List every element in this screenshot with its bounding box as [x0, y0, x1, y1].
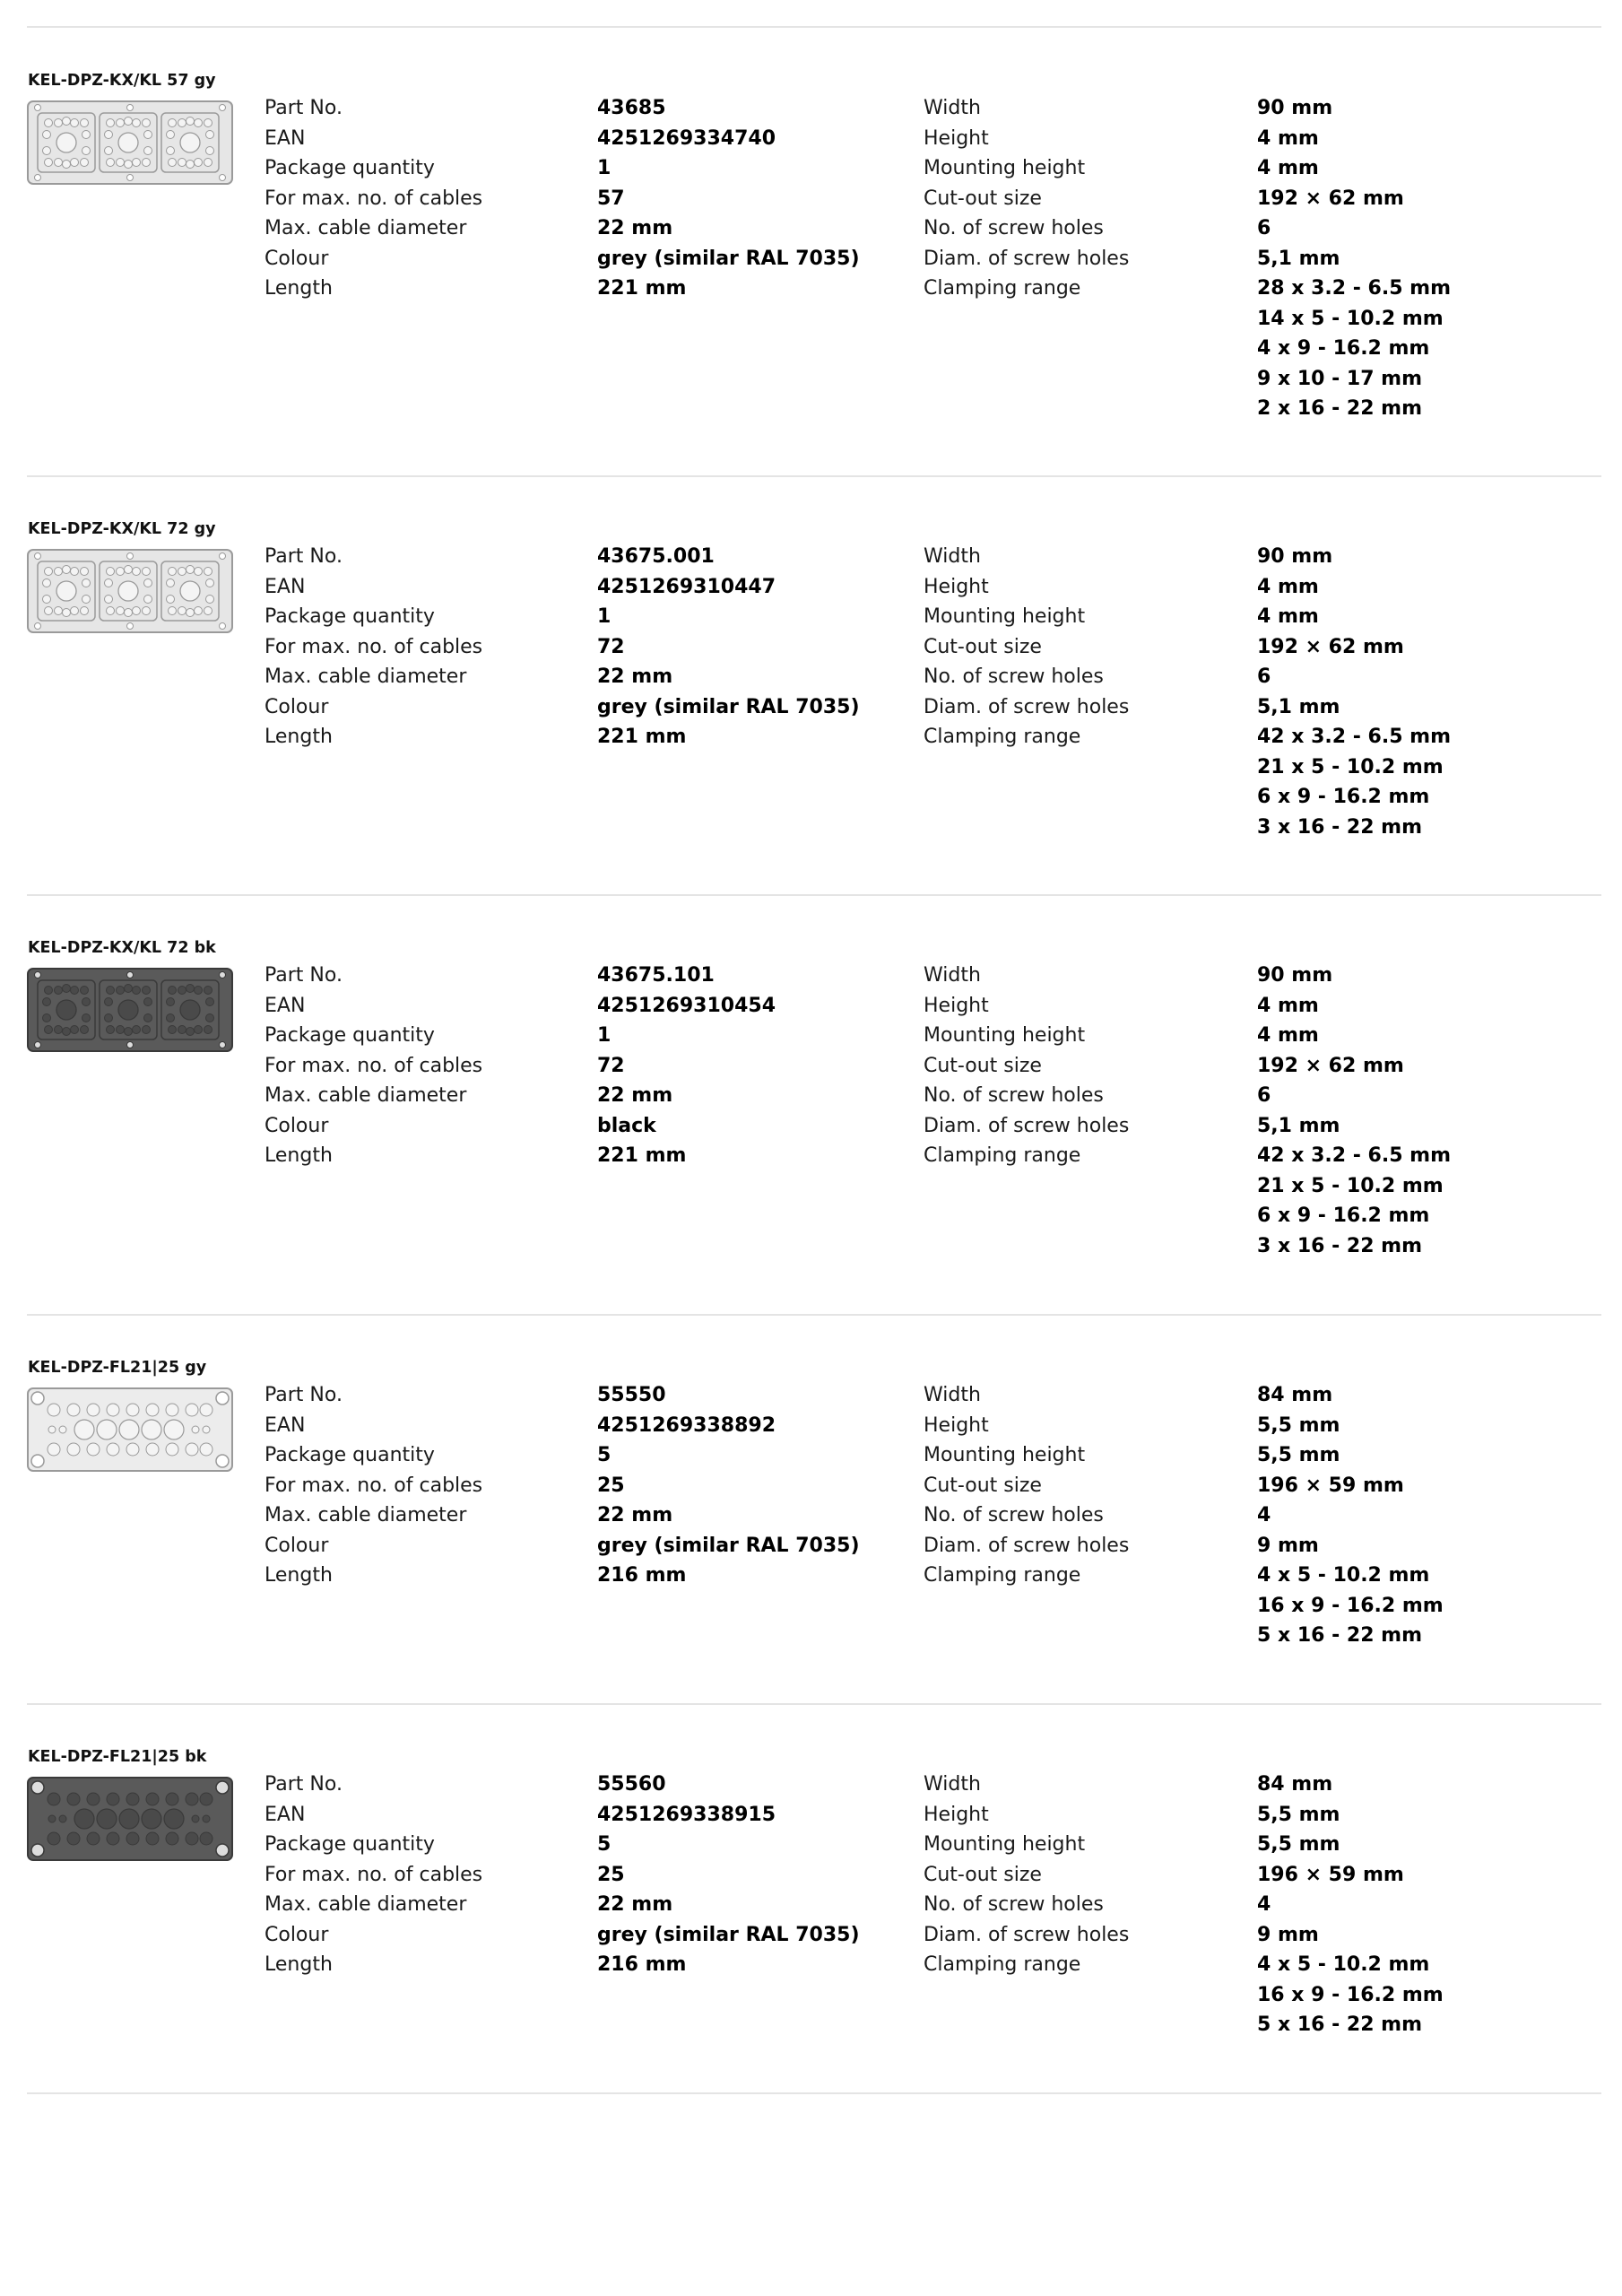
spec-label-clamping-range: Clamping range: [924, 1953, 1081, 1976]
spec-value-colour: grey (similar RAL 7035): [597, 1534, 860, 1557]
spec-label-max-cables: For max. no. of cables: [265, 635, 483, 658]
spec-value-max-cable-diameter: 22 mm: [597, 665, 673, 688]
clamping-range-entry: 2 x 16 - 22 mm: [1257, 397, 1423, 420]
product-thumbnail-drawing: [27, 549, 233, 633]
clamping-range-entry: 3 x 16 - 22 mm: [1257, 1234, 1423, 1257]
spec-label-max-cable-diameter: Max. cable diameter: [265, 1084, 467, 1107]
product-image: [27, 968, 233, 1052]
spec-label-width: Width: [924, 97, 981, 119]
spec-labels-left: [265, 1770, 482, 1980]
spec-label-ean: EAN: [265, 1413, 306, 1437]
clamping-range-entry: 21 x 5 - 10.2 mm: [1257, 1174, 1444, 1197]
spec-value-height: 5,5 mm: [1257, 1413, 1340, 1437]
spec-label-ean: EAN: [265, 1803, 306, 1826]
product-image: [27, 1387, 233, 1472]
spec-value-max-cables: 57: [597, 187, 625, 210]
spec-label-width: Width: [924, 545, 981, 568]
spec-label-clamping-range: Clamping range: [924, 1144, 1081, 1167]
spec-label-mounting-height: Mounting height: [924, 1833, 1086, 1856]
spec-label-height: Height: [924, 994, 989, 1017]
spec-value-cutout-size: 196 × 59 mm: [1257, 1474, 1404, 1497]
clamping-range-entry: 42 x 3.2 - 6.5 mm: [1257, 1144, 1452, 1167]
spec-value-length: 216 mm: [597, 1953, 687, 1976]
product-image: [27, 100, 233, 185]
spec-label-height: Height: [924, 1803, 989, 1826]
spec-label-screw-holes: No. of screw holes: [924, 1084, 1104, 1107]
spec-values-right: [1257, 1770, 1444, 2040]
spec-label-package-quantity: Package quantity: [265, 605, 435, 628]
spec-value-length: 216 mm: [597, 1564, 687, 1587]
spec-labels-right: [924, 1770, 1129, 1980]
spec-label-ean: EAN: [265, 575, 306, 598]
spec-label-colour: Colour: [265, 247, 329, 270]
spec-label-clamping-range: Clamping range: [924, 1564, 1081, 1587]
spec-values-right: [1257, 93, 1451, 424]
spec-value-max-cable-diameter: 22 mm: [597, 1504, 673, 1526]
spec-label-cutout-size: Cut-out size: [924, 1474, 1042, 1497]
section-divider: [27, 26, 1601, 28]
spec-value-screw-holes: 4: [1257, 1893, 1271, 1916]
product-thumbnail-drawing: [27, 968, 233, 1052]
spec-value-mounting-height: 4 mm: [1257, 157, 1319, 179]
spec-label-max-cables: For max. no. of cables: [265, 1054, 483, 1077]
spec-value-part-no: 55550: [597, 1384, 666, 1406]
spec-value-screw-holes: 6: [1257, 665, 1271, 688]
spec-value-max-cables: 72: [597, 635, 625, 658]
clamping-range-entry: 4 x 5 - 10.2 mm: [1257, 1953, 1430, 1976]
spec-value-part-no: 43685: [597, 97, 666, 119]
spec-value-package-quantity: 1: [597, 157, 612, 179]
spec-value-mounting-height: 5,5 mm: [1257, 1833, 1340, 1856]
spec-label-width: Width: [924, 1384, 981, 1406]
spec-labels-right: [924, 961, 1129, 1171]
spec-value-package-quantity: 5: [597, 1444, 612, 1466]
spec-label-length: Length: [265, 1144, 333, 1167]
spec-label-screw-hole-diameter: Diam. of screw holes: [924, 247, 1130, 270]
spec-value-screw-holes: 6: [1257, 1084, 1271, 1107]
spec-value-ean: 4251269338915: [597, 1803, 776, 1826]
spec-label-package-quantity: Package quantity: [265, 1444, 435, 1466]
spec-label-part-no: Part No.: [265, 964, 343, 987]
product-name: KEL-DPZ-KX/KL 57 gy: [28, 72, 216, 90]
spec-labels-right: [924, 542, 1129, 752]
spec-label-screw-hole-diameter: Diam. of screw holes: [924, 695, 1130, 718]
clamping-range-entry: 9 x 10 - 17 mm: [1257, 367, 1423, 390]
spec-label-package-quantity: Package quantity: [265, 1833, 435, 1856]
spec-label-screw-hole-diameter: Diam. of screw holes: [924, 1114, 1130, 1137]
spec-value-width: 84 mm: [1257, 1773, 1333, 1796]
spec-value-colour: grey (similar RAL 7035): [597, 1923, 860, 1946]
spec-value-width: 90 mm: [1257, 545, 1333, 568]
clamping-range-entry: 16 x 9 - 16.2 mm: [1257, 1983, 1444, 2006]
spec-label-max-cable-diameter: Max. cable diameter: [265, 217, 467, 239]
spec-label-part-no: Part No.: [265, 1384, 343, 1406]
spec-label-colour: Colour: [265, 1923, 329, 1946]
spec-label-height: Height: [924, 1413, 989, 1437]
spec-value-colour: grey (similar RAL 7035): [597, 247, 860, 270]
spec-value-mounting-height: 5,5 mm: [1257, 1444, 1340, 1466]
product-name: KEL-DPZ-KX/KL 72 bk: [28, 939, 216, 957]
spec-labels-left: [265, 961, 482, 1171]
section-divider: [27, 894, 1601, 896]
spec-value-ean: 4251269338892: [597, 1413, 776, 1437]
section-divider: [27, 2092, 1601, 2094]
product-image: [27, 549, 233, 633]
clamping-range-entry: 42 x 3.2 - 6.5 mm: [1257, 726, 1452, 748]
spec-value-max-cables: 25: [597, 1863, 625, 1886]
spec-label-clamping-range: Clamping range: [924, 277, 1081, 300]
spec-label-part-no: Part No.: [265, 1773, 343, 1796]
clamping-range-entry: 6 x 9 - 16.2 mm: [1257, 1205, 1430, 1227]
spec-label-clamping-range: Clamping range: [924, 726, 1081, 748]
spec-label-screw-hole-diameter: Diam. of screw holes: [924, 1923, 1130, 1946]
spec-label-screw-holes: No. of screw holes: [924, 217, 1104, 239]
section-divider: [27, 1703, 1601, 1705]
spec-values-left: [597, 961, 776, 1171]
spec-label-screw-holes: No. of screw holes: [924, 1893, 1104, 1916]
spec-value-mounting-height: 4 mm: [1257, 605, 1319, 628]
spec-value-colour: black: [597, 1114, 656, 1137]
clamping-range-entry: 16 x 9 - 16.2 mm: [1257, 1594, 1444, 1617]
spec-label-screw-holes: No. of screw holes: [924, 665, 1104, 688]
spec-value-height: 4 mm: [1257, 575, 1319, 598]
spec-value-screw-hole-diameter: 5,1 mm: [1257, 695, 1340, 718]
spec-value-max-cables: 25: [597, 1474, 625, 1497]
product-name: KEL-DPZ-KX/KL 72 gy: [28, 520, 216, 538]
spec-values-left: [597, 1770, 860, 1980]
spec-values-left: [597, 542, 860, 752]
spec-value-height: 4 mm: [1257, 126, 1319, 150]
spec-label-max-cable-diameter: Max. cable diameter: [265, 1504, 467, 1526]
product-thumbnail-drawing: [27, 1777, 233, 1861]
spec-values-right: [1257, 961, 1451, 1261]
spec-label-colour: Colour: [265, 1114, 329, 1137]
spec-label-colour: Colour: [265, 1534, 329, 1557]
spec-label-cutout-size: Cut-out size: [924, 187, 1042, 210]
spec-value-cutout-size: 192 × 62 mm: [1257, 635, 1404, 658]
spec-value-length: 221 mm: [597, 277, 687, 300]
spec-label-max-cables: For max. no. of cables: [265, 1474, 483, 1497]
spec-label-package-quantity: Package quantity: [265, 157, 435, 179]
spec-values-right: [1257, 542, 1451, 842]
spec-label-ean: EAN: [265, 994, 306, 1017]
clamping-range-entry: 28 x 3.2 - 6.5 mm: [1257, 277, 1452, 300]
spec-value-cutout-size: 196 × 59 mm: [1257, 1863, 1404, 1886]
spec-label-cutout-size: Cut-out size: [924, 1863, 1042, 1886]
spec-labels-right: [924, 1380, 1129, 1591]
spec-value-ean: 4251269310447: [597, 575, 776, 598]
spec-values-left: [597, 93, 860, 304]
spec-value-screw-hole-diameter: 5,1 mm: [1257, 1114, 1340, 1137]
section-divider: [27, 475, 1601, 477]
spec-value-ean: 4251269310454: [597, 994, 776, 1017]
spec-label-package-quantity: Package quantity: [265, 1024, 435, 1047]
spec-value-package-quantity: 1: [597, 605, 612, 628]
spec-label-colour: Colour: [265, 695, 329, 718]
spec-value-part-no: 43675.001: [597, 545, 715, 568]
spec-value-max-cable-diameter: 22 mm: [597, 217, 673, 239]
spec-labels-left: [265, 542, 482, 752]
spec-value-width: 90 mm: [1257, 97, 1333, 119]
spec-label-mounting-height: Mounting height: [924, 1444, 1086, 1466]
spec-labels-right: [924, 93, 1129, 304]
spec-value-colour: grey (similar RAL 7035): [597, 695, 860, 718]
spec-label-cutout-size: Cut-out size: [924, 1054, 1042, 1077]
spec-value-max-cables: 72: [597, 1054, 625, 1077]
product-thumbnail-drawing: [27, 100, 233, 185]
spec-values-right: [1257, 1380, 1444, 1651]
spec-value-width: 90 mm: [1257, 964, 1333, 987]
spec-value-max-cable-diameter: 22 mm: [597, 1084, 673, 1107]
spec-label-height: Height: [924, 575, 989, 598]
spec-label-part-no: Part No.: [265, 97, 343, 119]
spec-label-screw-hole-diameter: Diam. of screw holes: [924, 1534, 1130, 1557]
spec-label-mounting-height: Mounting height: [924, 1024, 1086, 1047]
spec-label-max-cables: For max. no. of cables: [265, 1863, 483, 1886]
spec-label-length: Length: [265, 1953, 333, 1976]
spec-value-package-quantity: 5: [597, 1833, 612, 1856]
spec-label-ean: EAN: [265, 126, 306, 150]
spec-value-height: 5,5 mm: [1257, 1803, 1340, 1826]
spec-value-mounting-height: 4 mm: [1257, 1024, 1319, 1047]
spec-label-width: Width: [924, 964, 981, 987]
clamping-range-entry: 5 x 16 - 22 mm: [1257, 2013, 1423, 2036]
spec-value-screw-holes: 4: [1257, 1504, 1271, 1526]
clamping-range-entry: 14 x 5 - 10.2 mm: [1257, 307, 1444, 330]
spec-value-screw-holes: 6: [1257, 217, 1271, 239]
spec-label-screw-holes: No. of screw holes: [924, 1504, 1104, 1526]
clamping-range-entry: 4 x 9 - 16.2 mm: [1257, 337, 1430, 360]
spec-value-screw-hole-diameter: 9 mm: [1257, 1534, 1319, 1557]
spec-label-max-cable-diameter: Max. cable diameter: [265, 665, 467, 688]
spec-value-package-quantity: 1: [597, 1024, 612, 1047]
spec-label-cutout-size: Cut-out size: [924, 635, 1042, 658]
product-image: [27, 1777, 233, 1861]
product-thumbnail-drawing: [27, 1387, 233, 1472]
spec-value-part-no: 43675.101: [597, 964, 715, 987]
spec-value-screw-hole-diameter: 9 mm: [1257, 1923, 1319, 1946]
spec-label-max-cable-diameter: Max. cable diameter: [265, 1893, 467, 1916]
clamping-range-entry: 3 x 16 - 22 mm: [1257, 815, 1423, 839]
spec-labels-left: [265, 1380, 482, 1591]
spec-value-cutout-size: 192 × 62 mm: [1257, 1054, 1404, 1077]
spec-label-mounting-height: Mounting height: [924, 605, 1086, 628]
spec-label-mounting-height: Mounting height: [924, 157, 1086, 179]
spec-value-part-no: 55560: [597, 1773, 666, 1796]
spec-value-max-cable-diameter: 22 mm: [597, 1893, 673, 1916]
spec-value-height: 4 mm: [1257, 994, 1319, 1017]
spec-labels-left: [265, 93, 482, 304]
spec-value-width: 84 mm: [1257, 1384, 1333, 1406]
section-divider: [27, 1314, 1601, 1316]
spec-value-length: 221 mm: [597, 726, 687, 748]
spec-label-width: Width: [924, 1773, 981, 1796]
product-name: KEL-DPZ-FL21|25 bk: [28, 1748, 207, 1766]
spec-label-length: Length: [265, 277, 333, 300]
clamping-range-entry: 21 x 5 - 10.2 mm: [1257, 755, 1444, 778]
spec-value-screw-hole-diameter: 5,1 mm: [1257, 247, 1340, 270]
clamping-range-entry: 5 x 16 - 22 mm: [1257, 1624, 1423, 1647]
clamping-range-entry: 4 x 5 - 10.2 mm: [1257, 1564, 1430, 1587]
clamping-range-entry: 6 x 9 - 16.2 mm: [1257, 786, 1430, 808]
spec-value-cutout-size: 192 × 62 mm: [1257, 187, 1404, 210]
spec-value-ean: 4251269334740: [597, 126, 776, 150]
spec-label-length: Length: [265, 1564, 333, 1587]
spec-label-max-cables: For max. no. of cables: [265, 187, 483, 210]
spec-label-part-no: Part No.: [265, 545, 343, 568]
spec-value-length: 221 mm: [597, 1144, 687, 1167]
spec-values-left: [597, 1380, 860, 1591]
spec-label-length: Length: [265, 726, 333, 748]
product-name: KEL-DPZ-FL21|25 gy: [28, 1359, 207, 1377]
spec-label-height: Height: [924, 126, 989, 150]
